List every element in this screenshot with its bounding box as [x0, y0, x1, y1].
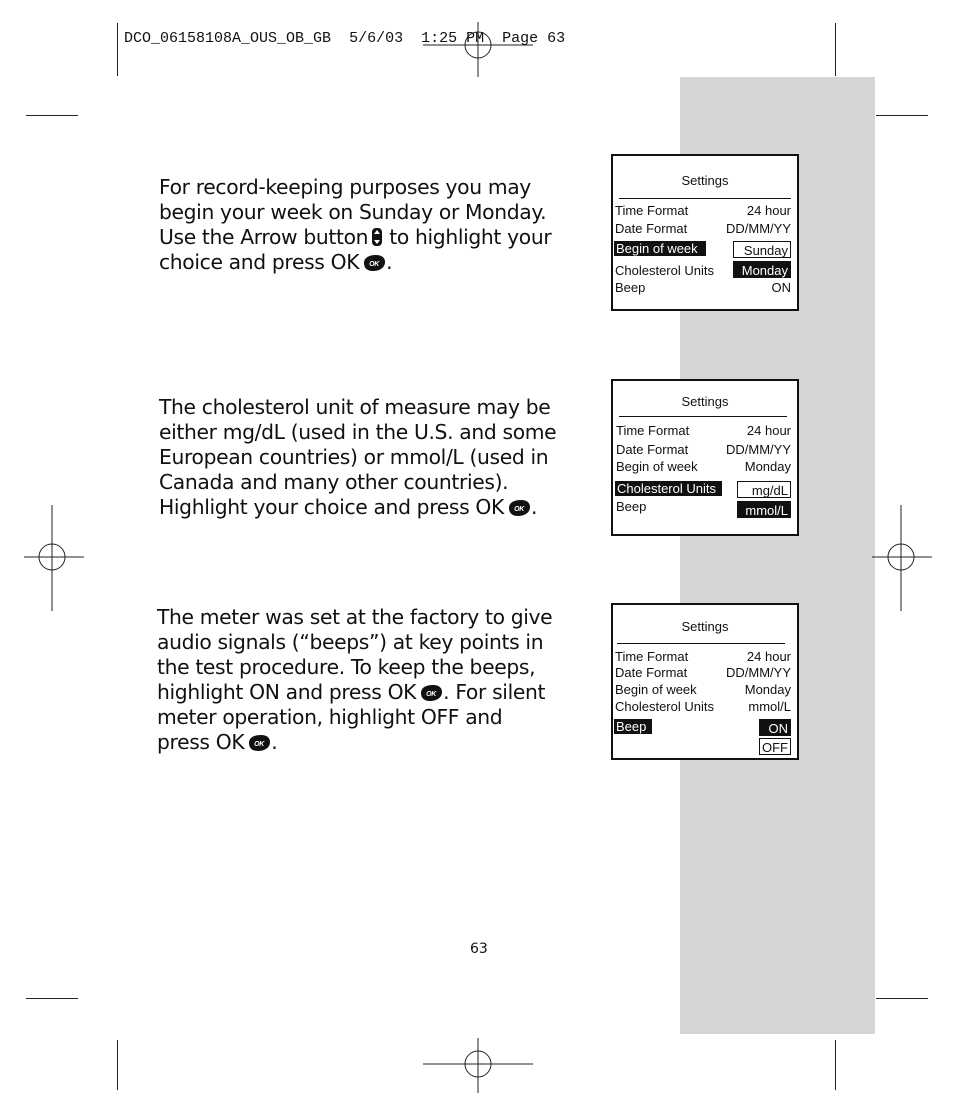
screen-divider — [619, 198, 791, 199]
settings-screen-beep — [611, 603, 799, 760]
text-line: The cholesterol unit of measure may be — [159, 395, 551, 419]
text-line: either mg/dL (used in the U.S. and some — [159, 420, 557, 444]
setting-row-cholesterol-units: Cholesterol Units — [615, 263, 714, 278]
screen-title: Settings — [681, 619, 729, 634]
paragraph-beep — [157, 605, 587, 755]
option-sunday[interactable]: Sunday — [733, 241, 791, 258]
text-line: highlight ON and press OK OK . For silent — [157, 680, 546, 704]
crop-mark — [876, 998, 928, 999]
header-time: 1:25 PM — [421, 30, 485, 47]
text-line: Use the Arrow button to highlight your — [159, 225, 552, 249]
paragraph-cholesterol-units — [159, 395, 589, 520]
highlighted-label: Begin of week — [614, 241, 706, 256]
header-date: 5/6/03 — [349, 30, 404, 47]
crop-mark — [26, 998, 78, 999]
setting-row-time-format: Time Format 24 hour — [616, 423, 791, 438]
option-mmol-l-selected[interactable]: mmol/L — [737, 501, 791, 518]
screen-divider — [619, 416, 787, 417]
registration-mark-icon — [24, 505, 84, 611]
settings-screen-begin-of-week — [611, 154, 799, 311]
setting-row-beep: Beep ON — [615, 280, 791, 295]
registration-mark-icon — [423, 22, 533, 82]
header-slug: DCO_06158108A_OUS_OB_GB — [124, 30, 332, 47]
ok-button-icon — [419, 684, 443, 702]
ok-button-icon — [362, 254, 386, 272]
ok-button-icon — [507, 499, 531, 517]
option-on-selected[interactable]: ON — [759, 719, 791, 736]
svg-text:OK: OK — [514, 506, 524, 513]
arrow-button-icon — [371, 227, 383, 247]
setting-row-beep: Beep — [616, 499, 647, 514]
text-line: the test procedure. To keep the beeps, — [157, 655, 536, 679]
screen-title: Settings — [681, 394, 729, 409]
setting-row-time-format: Time Format 24 hour — [615, 203, 791, 218]
setting-row-date-format: Date Format DD/MM/YY — [616, 442, 791, 457]
crop-mark — [26, 115, 78, 116]
registration-mark-icon — [872, 505, 932, 611]
text-line: audio signals (“beeps”) at key points in — [157, 630, 544, 654]
registration-mark-icon — [423, 1038, 533, 1093]
text-line: choice and press OK OK . — [159, 250, 393, 274]
crop-mark — [835, 1040, 836, 1090]
text-line: European countries) or mmol/L (used in — [159, 445, 549, 469]
crop-mark — [117, 1040, 118, 1090]
option-off[interactable]: OFF — [759, 738, 791, 755]
text-line: Highlight your choice and press OK OK . — [159, 495, 538, 519]
crop-mark — [117, 23, 118, 76]
text-line: meter operation, highlight OFF and — [157, 705, 503, 729]
ok-button-icon — [247, 734, 271, 752]
text-line: begin your week on Sunday or Monday. — [159, 200, 547, 224]
crop-mark — [835, 23, 836, 76]
setting-row-cholesterol-units: Cholesterol Units mmol/L — [615, 699, 791, 714]
text-line: The meter was set at the factory to give — [157, 605, 553, 629]
screen-title: Settings — [681, 173, 729, 188]
setting-row-time-format: Time Format 24 hour — [615, 649, 791, 664]
settings-screen-cholesterol-units — [611, 379, 799, 536]
highlighted-label: Beep — [614, 719, 652, 734]
text-line: press OK OK . — [157, 730, 278, 754]
setting-row-begin-of-week: Begin of week Monday — [615, 682, 791, 697]
setting-row-date-format: Date Format DD/MM/YY — [615, 665, 791, 680]
option-mg-dl[interactable]: mg/dL — [737, 481, 791, 498]
text-line: Canada and many other countries). — [159, 470, 509, 494]
svg-text:OK: OK — [254, 741, 265, 748]
paragraph-begin-of-week — [159, 175, 579, 275]
setting-row-begin-of-week: Begin of week Monday — [616, 459, 791, 474]
crop-mark — [876, 115, 928, 116]
screen-divider — [617, 643, 785, 644]
svg-text:OK: OK — [426, 691, 437, 698]
option-monday-selected[interactable]: Monday — [733, 261, 791, 278]
svg-text:OK: OK — [369, 261, 380, 268]
highlighted-label: Cholesterol Units — [615, 481, 722, 496]
header-page-label: Page 63 — [502, 30, 566, 47]
setting-row-date-format: Date Format DD/MM/YY — [615, 221, 791, 236]
text-line: For record-keeping purposes you may — [159, 175, 531, 199]
page-number: 63 — [470, 941, 488, 957]
